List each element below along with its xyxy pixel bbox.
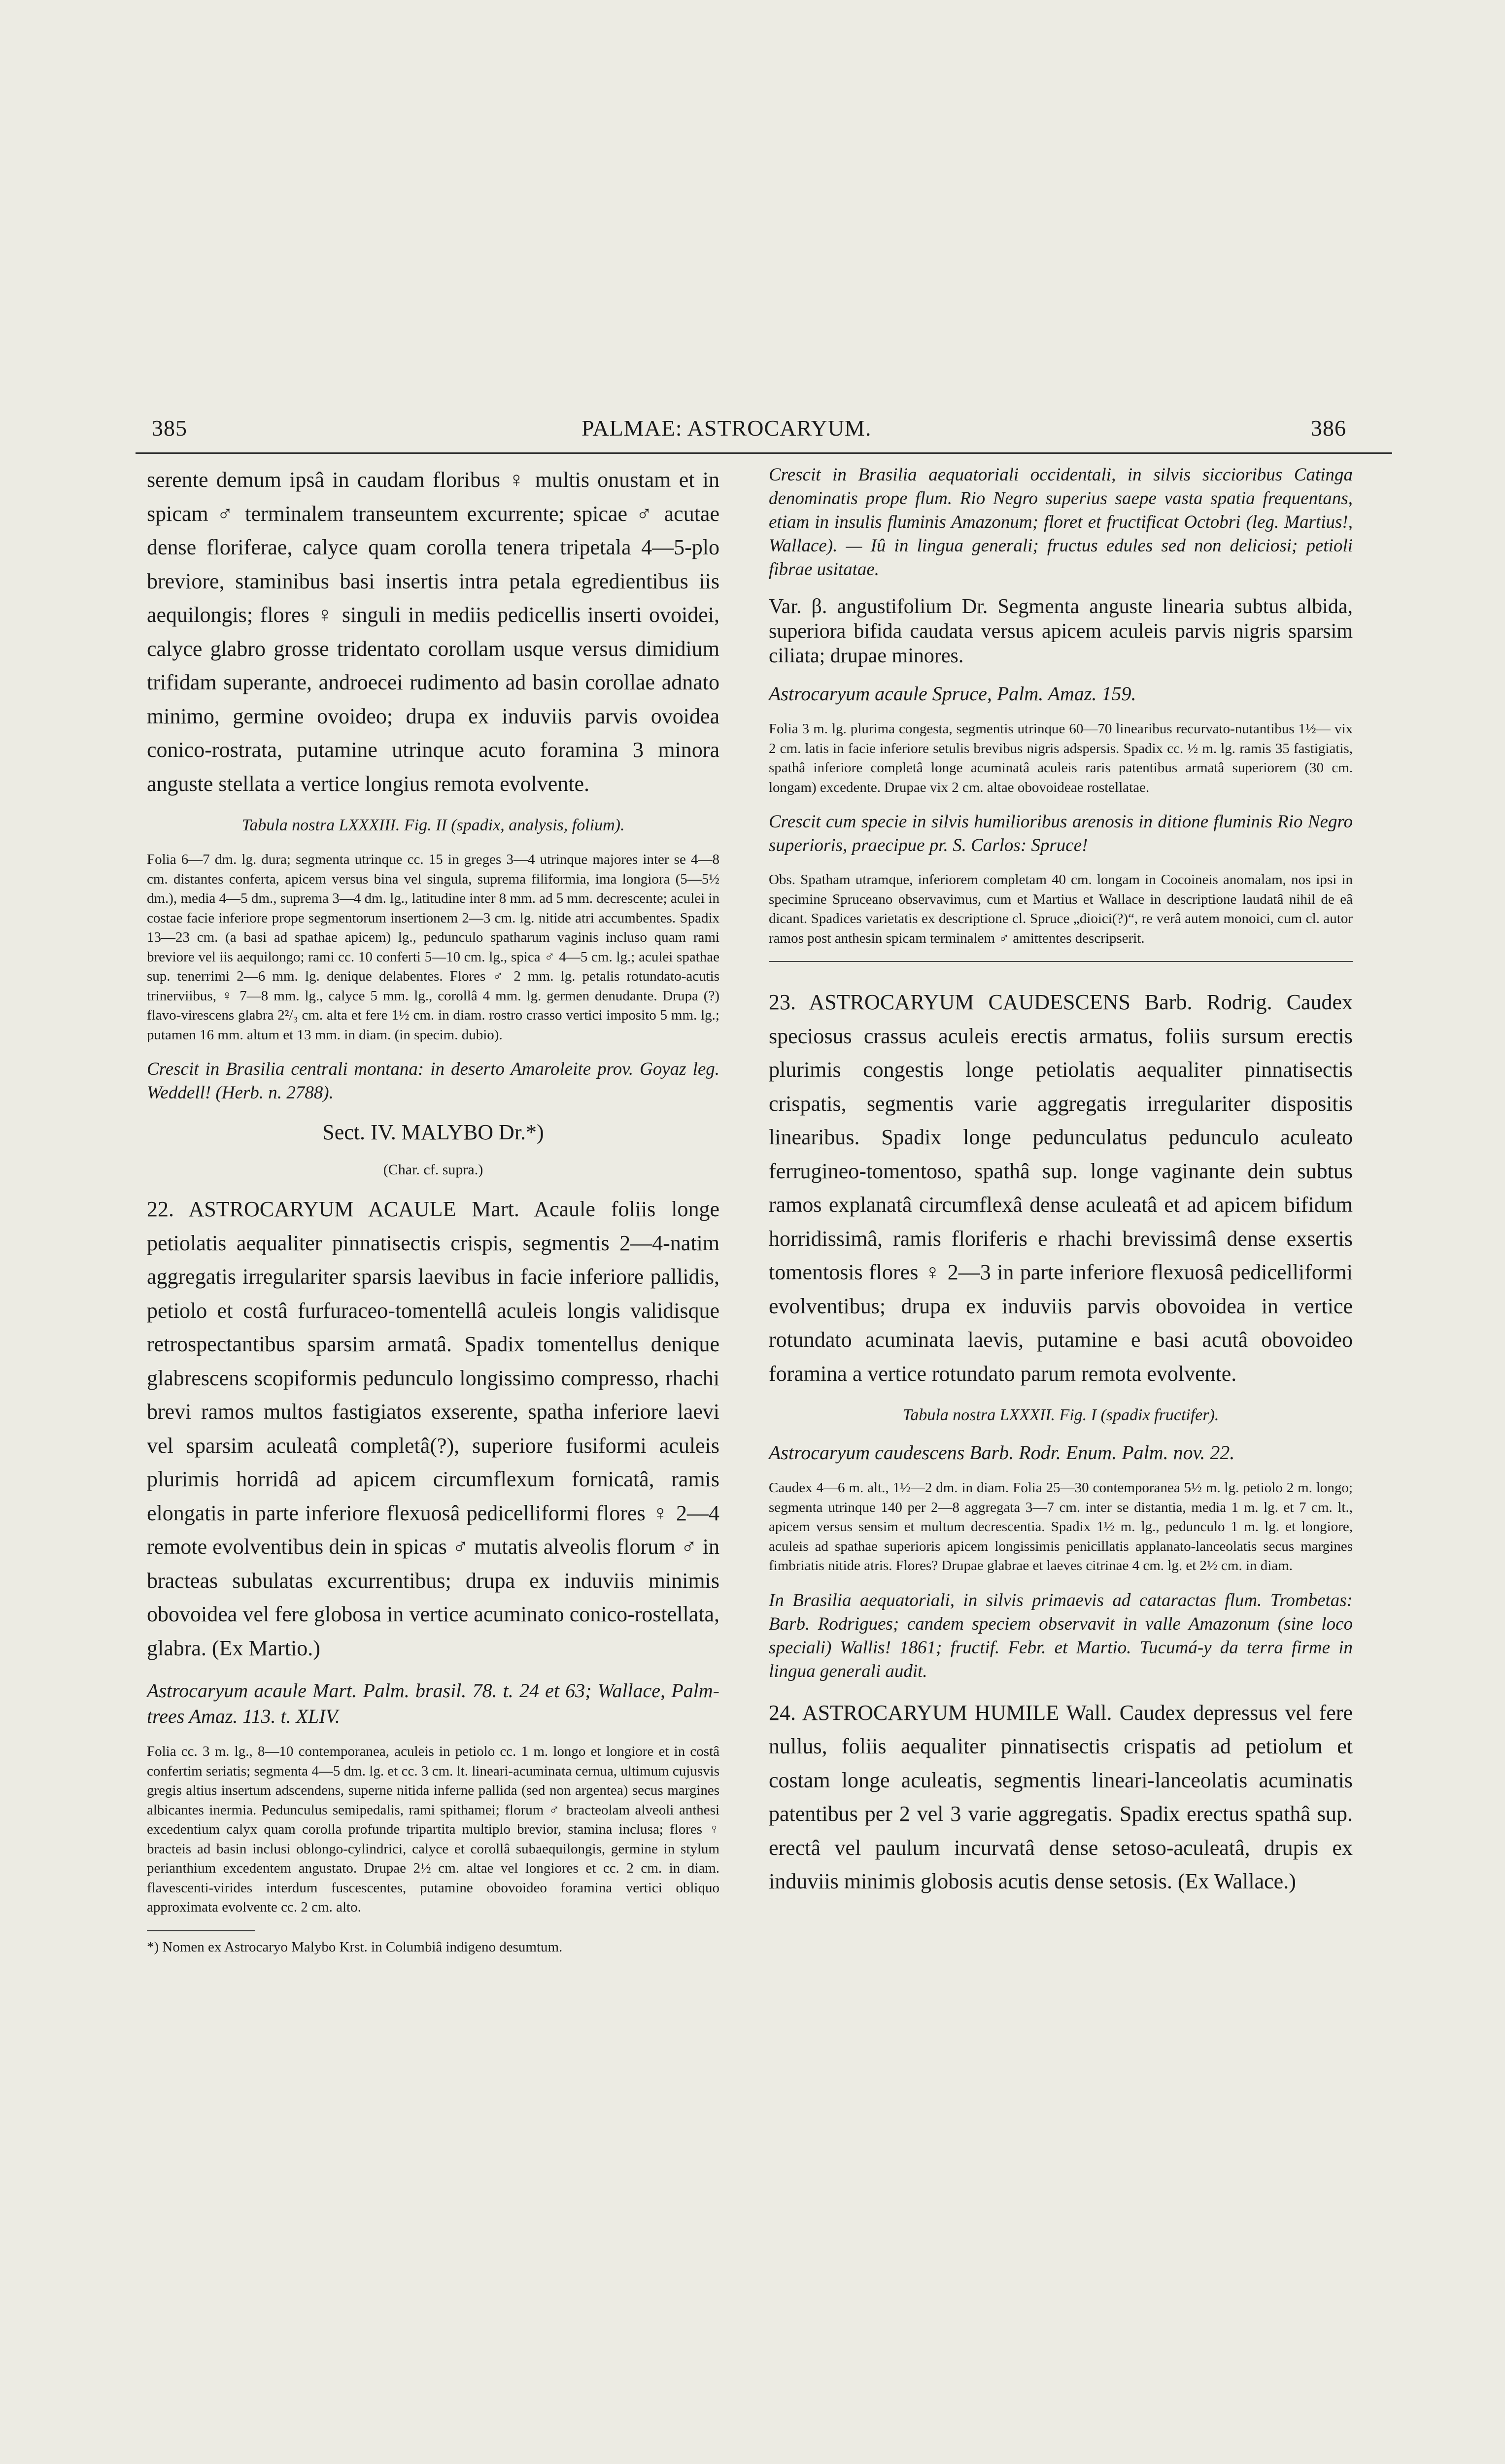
distribution-note: Crescit in Brasilia centrali montana: in deserto Amaroleite prov. Goyaz leg. Weddell! (Herb. n. 2788). xyxy=(147,1059,719,1103)
page-number-right: 386 xyxy=(1311,415,1346,441)
species-22 xyxy=(147,1193,719,1665)
running-title: PALMAE: ASTROCARYUM. xyxy=(581,415,872,441)
species-title: 23. ASTROCARYUM CAUDESCENS Barb. Rodrig. xyxy=(769,990,1272,1014)
description-fine: Folia cc. 3 m. lg., 8—10 contemporanea, aculeis in petiolo cc. 1 m. longo et longiore et in costâ confertim seriatis; segmenta 4—5 dm. lg. et cc. 3 cm. lt. lineari-acuminata cernua, ultimum cujusvis gregis altius insertum adscendens, superne nitida inferne pallida (sed non argentea) secus margines albicantes inermia. Pedunculus semipedalis, rami spithamei; florum ♂ bracteolam alveoli anthesi excedentium calyx quam corolla profunde tripartita multiplo brevior, stamina inclusa; flores ♀ bracteis ad basin inclusi oblongo-cylindrici, calyce et corollâ subaequilongis, germine in stylum perianthium excedentem angustato. Drupae 2½ cm. altae vel longiores et cc. 2 cm. in diam. flavescenti-virides interdum fuscescentes, putamine obovoideo foramina vertici obliquo approximata evolvente cc. 2 cm. alto. xyxy=(147,1744,719,1915)
footnote: *) Nomen ex Astrocaryo Malybo Krst. in Columbiâ indigeno desumtum. xyxy=(147,1939,563,1955)
variety-beta: Var. β. angustifolium Dr. Segmenta anguste linearia subtus albida, superiora bifida caudata versus apicem aculeis parvis nigris sparsim ciliata; drupae minores. xyxy=(769,595,1353,667)
distribution-note: In Brasilia aequatoriali, in silvis primaevis ad cataractas flum. Trombetas: Barb. Rodrigues; candem speciem observavit in valle Amazonum (sine loco speciali) Wallis! 1861; fructif. Febr. et Martio. Tucumá-y da terra firme in lingua generali audit. xyxy=(769,1590,1353,1681)
plate-caption: Tabula nostra LXXXII. Fig. I (spadix fructifer). xyxy=(902,1406,1219,1424)
description-fine: Caudex 4—6 m. alt., 1½—2 dm. in diam. Folia 25—30 contemporanea 5½ m. lg. petiolo 2 m. longo; segmenta utrinque 140 per 2—8 aggregata 3—7 cm. inter se distantia, media 1 m. lg. et 7 cm. lt., apicem versus sensim et multum decrescentia. Spadix 1½ m. lg., pedunculo 1 m. lg. et longiore, aculeis ad spathae superioris apicem longissimis penicillatis applanato-lanceolatis secus margines fimbriatis nitide atris. Flores? Drupae glabrae et laeves citrinae 4 cm. lg. et 2½ cm. in diam. xyxy=(769,1480,1353,1574)
species-diagnosis: Caudex speciosus crassus aculeis erectis armatus, foliis sursum erectis plurimis congestis longe petiolatis aequaliter pinnatisectis crispatis, segmentis varie aggregatis irregulariter dispositis linearibus. Spadix longe pedunculatus pedunculo aculeato ferrugineo-tomentoso, spathâ sup. longe vaginante dein subtus ramos explanatâ circumflexâ dense aculeatâ et ad apicem bifidum horridissimâ, ramis floriferis e rhachi brevissimâ dense exsertis tomentosis flores ♀ 2—3 in parte inferiore flexuosâ pedicelliformi evolventibus; drupa ex induviis parvis obovoidea in vertice rotundato acuminata laevis, putamine e basi acutâ obovoideo foramina a vertice rotundato parum remota evolvente. xyxy=(769,990,1353,1386)
distribution-note: Crescit cum specie in silvis humilioribus arenosis in ditione fluminis Rio Negro superioris, praecipue pr. S. Carlos: Spruce! xyxy=(769,812,1353,856)
paragraph: serente demum ipsâ in caudam floribus ♀ multis onustam et in spicam ♂ terminalem transeuntem excurrente; spicae ♂ acutae dense floriferae, calyce quam corolla tenera tripetala 4—5-plo breviore, staminibus basi insertis intra petala egredientibus iis aequilongis; flores ♀ singuli in mediis pedicellis inserti ovoidei, calyce glabro grosse tridentato corollam usque versus dimidium trifidam superante, androecei rudimento ad basin corollae adnato minimo, germine ovoideo; drupa ex induviis parvis ovoidea conico-rostrata, putamine utrinque acuto foramina 3 minora anguste stellata a vertice longius remota evolvente. xyxy=(147,468,719,796)
plate-caption: Tabula nostra LXXXIII. Fig. II (spadix, analysis, folium). xyxy=(241,816,625,834)
page-number-left: 385 xyxy=(152,415,187,441)
observation: Obs. Spatham utramque, inferiorem completam 40 cm. longam in Cocoineis anomalam, nos ipsi in specimine Spruceano observavimus, cum et Martius et Wallace in descriptione laudatâ nihil de eâ dicant. Spadices varietatis ex descriptione cl. Spruce „dioici(?)“, re verâ autem monoici, cum cl. autor ramos post anthesin spicam terminalem ♂ amittentes descripserit. xyxy=(769,872,1353,946)
species-diagnosis: Acaule foliis longe petiolatis aequaliter pinnatisectis crispis, segmentis 2—4-natim aggregatis irregulariter sparsis laevibus in facie inferiore pallidis, petiolo et costâ furfuraceo-tomentellâ aculeis longis validisque retrospectantibus sparsim armatâ. Spadix tomentellus denique glabrescens scopiformis pedunculo longissimo compresso, rhachi brevi ramos multos fastigiatos exserente, spatha inferiore laevi vel sparsim aculeatâ completâ(?), superiore fusiformi aculeis plurimis horridâ ad apicem circumflexum fornicatâ, ramis elongatis in parte inferiore flexuosâ pedicelliformi flores ♀ 2—4 remote evolventibus dein in spicas ♂ mutatis alveolis florum ♂ in bracteas subulatas excurrentibus; drupa ex induviis minimis obovoidea vel fere globosa in vertice acuminato conico-rostellata, glabra. (Ex Martio.) xyxy=(147,1197,719,1660)
species-reference: Astrocaryum acaule Mart. Palm. brasil. 78. t. 24 et 63; Wallace, Palm-trees Amaz. 113. t. XLIV. xyxy=(147,1679,719,1727)
description-fine: Folia 3 m. lg. plurima congesta, segmentis utrinque 60—70 linearibus recurvato-nutantibus 1½— vix 2 cm. latis in facie inferiore setulis brevibus nigris adspersis. Spadix cc. ½ m. lg. ramis 35 fastigiatis, spathâ inferiore completâ longe acuminatâ aculeis raris patentibus armatâ superiorem (30 cm. longam) excedente. Drupae vix 2 cm. altae obovoideae rostellatae. xyxy=(769,721,1353,795)
section-heading: Sect. IV. MALYBO Dr.*) xyxy=(322,1120,544,1144)
header-rule xyxy=(136,452,1392,454)
species-diagnosis: Caudex depressus vel fere nullus, foliis aequaliter pinnatisectis crispatis ad petiolum et costam longe aculeatis, segmentis lineari-lanceolatis acuminatis patentibus per 2 vel 3 varie aggregatis. Spadix erectus spathâ sup. erectâ vel paulum incurvatâ dense setoso-aculeatâ, drupis ex induviis minimis globosis acutis dense setosis. (Ex Wallace.) xyxy=(769,1700,1353,1893)
species-reference: Astrocaryum caudescens Barb. Rodr. Enum. Palm. nov. 22. xyxy=(769,1441,1235,1464)
left-column xyxy=(147,463,719,1969)
distribution-note: Crescit in Brasilia aequatoriali occidentali, in silvis siccioribus Catinga denominatis prope flum. Rio Negro superius saepe vasta spatia frequentans, etiam in insulis fluminis Amazonum; floret et fructificat Octobri (leg. Martius!, Wallace). — Iû in lingua generali; fructus edules sed non deliciosi; petioli fibrae usitatae. xyxy=(769,465,1353,580)
description-fine: Folia 6—7 dm. lg. dura; segmenta utrinque cc. 15 in greges 3—4 utrinque majores inter se 4—8 cm. distantes conferta, apicem versus bina vel singula, suprema filiformia, ima longiora (5—5½ dm.), media 4—5 dm., suprema 3—4 dm. lg., latitudine inter 8 mm. ad 5 mm. decrescente; aculei in costae facie inferiore prope segmentorum insertionem 2—3 cm. lg. nitide atri accumbentes. Spadix 13—23 cm. (a basi ad spathae apicem) lg., pedunculo spatharum vaginis incluso quam rami breviore vel iis aequilongo; rami cc. 10 conferti 5—10 cm. lg., spica ♂ 4—5 cm. lg.; aculei spathae sup. tenerrimi 2—6 mm. lg. denique delabentes. Flores ♂ 2 mm. lg. petalis rotundato-acutis trinerviibus, ♀ 7—8 mm. lg., calyce 5 mm. lg., corollâ 4 mm. lg. germen denudante. Drupa (?) flavo-virescens glabra 2²/₃ cm. alta et fere 1½ cm. in diam. rostro crasso vertici imposito 5 mm. lg.; putamen 16 mm. altum et 13 mm. in diam. (in specim. dubio). xyxy=(147,852,719,1043)
species-23 xyxy=(769,986,1353,1391)
variety-reference: Astrocaryum acaule Spruce, Palm. Amaz. 159. xyxy=(769,683,1136,705)
divider xyxy=(769,961,1353,962)
species-title: 22. ASTROCARYUM ACAULE Mart. xyxy=(147,1197,519,1221)
species-24 xyxy=(769,1696,1353,1899)
footnote-rule xyxy=(147,1930,255,1931)
species-title: 24. ASTROCARYUM HUMILE Wall. xyxy=(769,1700,1112,1725)
right-column xyxy=(769,463,1353,1912)
section-char: (Char. cf. supra.) xyxy=(383,1162,483,1178)
